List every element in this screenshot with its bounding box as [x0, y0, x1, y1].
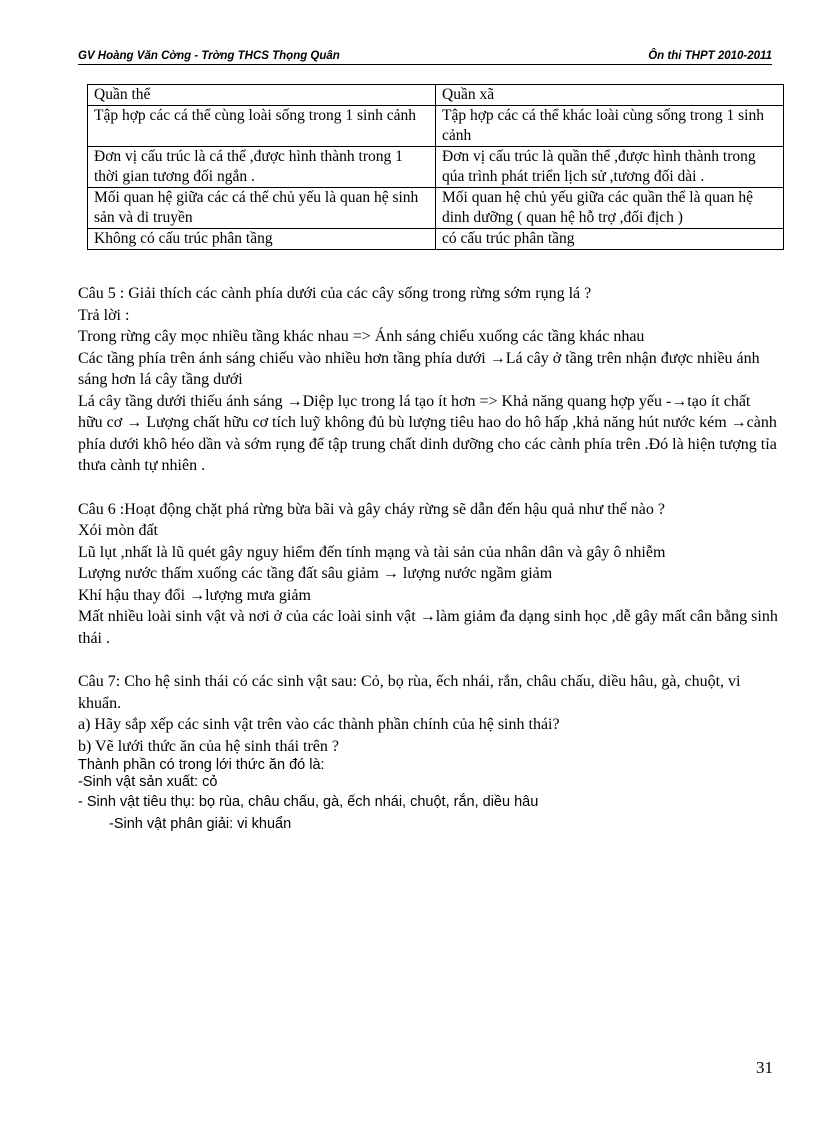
question-5: Câu 5 : Giải thích các cành phía dưới của các cây sống trong rừng sớm rụng lá ? — [78, 285, 592, 302]
answer-line: Lá cây tầng dưới thiếu ánh sáng →Diệp lục trong lá tạo ít hơn => Khả năng quang hợp yếu -→tạo ít chất hữu cơ → Lượng chất hữu cơ tích luỹ không đủ bù lượng tiêu hao do hô hấp ,khả năng hút nước kém →cành phía dưới khô héo dần và sớm rụng để tập trung chất dinh dưỡng cho các cành phía trên .Đó là hiện tượng tỉa thưa cành tự nhiên . — [78, 392, 777, 474]
table-row — [88, 147, 784, 188]
table-row — [88, 229, 784, 250]
answer-line: Lượng nước thấm xuống các tầng đất sâu giảm → lượng nước ngầm giảm — [78, 565, 553, 582]
answer-line: Lũ lụt ,nhất là lũ quét gây nguy hiểm đến tính mạng và tài sản của nhân dân và gây ô nhiễm — [78, 543, 666, 561]
table-row — [88, 106, 784, 147]
table-cell: Mối quan hệ chủ yếu giữa các quần thể là quan hệ dinh dưỡng ( quan hệ hỗ trợ ,đối địch ) — [436, 188, 784, 229]
producer-line: -Sinh vật sản xuất: cỏ — [78, 774, 218, 790]
table-cell: Đơn vị cấu trúc là quần thể ,được hình thành trong qúa trình phát triển lịch sử ,tương đối dài . — [436, 147, 784, 188]
answer-line: Mất nhiều loài sinh vật và nơi ở của các loài sinh vật →làm giảm đa dạng sinh học ,dễ gây mất cân bằng sinh thái . — [78, 608, 778, 647]
table-cell: Quần thể — [88, 85, 436, 106]
answer-line: Trong rừng cây mọc nhiều tầng khác nhau => Ánh sáng chiếu xuống các tầng khác nhau — [78, 328, 645, 345]
comparison-table — [87, 84, 784, 250]
table-cell: Không có cấu trúc phân tầng — [88, 229, 436, 250]
table-cell: Mối quan hệ giữa các cá thể chủ yếu là quan hệ sinh sản và di truyền — [88, 188, 436, 229]
header-author: GV Hoàng Văn Cờng - Trờng THCS Thọng Quân — [78, 50, 340, 62]
decomposer-line: -Sinh vật phân giải: vi khuẩn — [109, 816, 292, 832]
header-title: Ôn thi THPT 2010-2011 — [648, 50, 772, 62]
answer-line: Khí hậu thay đổi →lượng mưa giảm — [78, 586, 311, 604]
components-intro: Thành phần có trong lới thức ăn đó là: — [78, 757, 325, 773]
answer-line: Các tầng phía trên ánh sáng chiếu vào nhiều hơn tầng phía dưới →Lá cây ở tầng trên nhận được nhiều ánh sáng hơn lá cây tầng dưới — [78, 349, 760, 388]
page-number: 31 — [756, 1058, 773, 1077]
document-body — [78, 283, 778, 835]
question-6: Câu 6 :Hoạt động chặt phá rừng bừa bãi và gây cháy rừng sẽ dẫn đến hậu quả như thế nào ? — [78, 500, 665, 518]
table-cell: Tập hợp các cá thể khác loài cùng sống trong 1 sinh cảnh — [436, 106, 784, 147]
table-cell: có cấu trúc phân tầng — [436, 229, 784, 250]
question-7a: a) Hãy sắp xếp các sinh vật trên vào các thành phần chính của hệ sinh thái? — [78, 716, 560, 733]
question-7b: b) Vẽ lưới thức ăn của hệ sinh thái trên ? — [78, 737, 339, 755]
table-cell: Quần xã — [436, 85, 784, 106]
page-header — [78, 50, 772, 65]
question-7: Câu 7: Cho hệ sinh thái có các sinh vật sau: Cỏ, bọ rùa, ếch nhái, rắn, châu chấu, diều hâu, gà, chuột, vi khuẩn. — [78, 673, 741, 712]
table-row — [88, 85, 784, 106]
table-cell: Đơn vị cấu trúc là cá thể ,được hình thành trong 1 thời gian tương đối ngắn . — [88, 147, 436, 188]
answer-label: Trả lời : — [78, 306, 130, 324]
answer-line: Xói mòn đất — [78, 522, 158, 539]
table-cell: Tập hợp các cá thể cùng loài sống trong 1 sinh cảnh — [88, 106, 436, 147]
table-row — [88, 188, 784, 229]
consumer-line: - Sinh vật tiêu thụ: bọ rùa, châu chấu, gà, ếch nhái, chuột, rắn, diều hâu — [78, 794, 539, 810]
